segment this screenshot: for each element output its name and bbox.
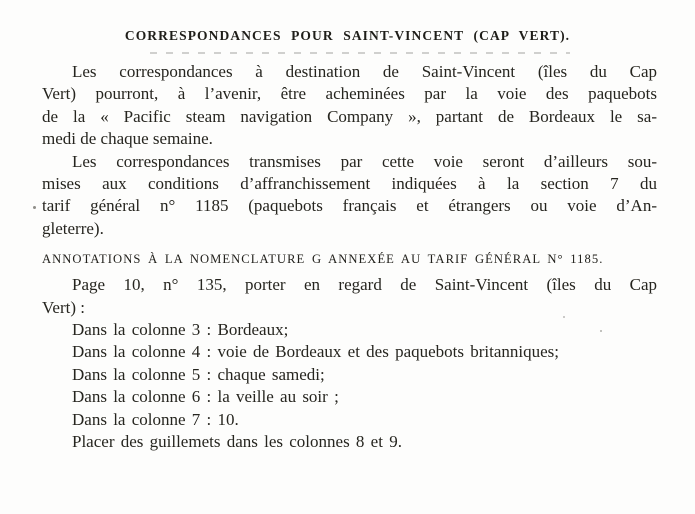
list-item: Placer des guillemets dans les colonnes 8 et 9. [72, 432, 402, 452]
annotations-heading: ANNOTATIONS À LA NOMENCLATURE G ANNEXÉE AU TARIF GÉNÉRAL N° 1185. [42, 252, 604, 267]
text-line: Vert) pourront, à l’avenir, être acheminées par la voie des paquebots [42, 84, 657, 104]
scan-speck [600, 330, 602, 332]
list-item: Dans la colonne 4 : voie de Bordeaux et des paquebots britanniques; [72, 342, 560, 362]
list-item: Dans la colonne 6 : la veille au soir ; [72, 387, 339, 407]
text-line: de la « Pacific steam navigation Company », partant de Bordeaux le sa- [42, 106, 657, 126]
text-line: gleterre). [42, 218, 104, 238]
scan-bleed-artifact [150, 52, 570, 54]
text-line: Vert) : [42, 297, 85, 317]
document-title: CORRESPONDANCES POUR SAINT-VINCENT (CAP VERT). [124, 28, 571, 43]
list-item: Dans la colonne 3 : Bordeaux; [72, 320, 289, 340]
scan-speck [33, 206, 36, 209]
list-item: Dans la colonne 7 : 10. [72, 409, 239, 429]
text-line: medi de chaque semaine. [42, 129, 213, 149]
column-annotations-list [42, 319, 657, 453]
text-line: mises aux conditions d’affranchissement indiquées à la section 7 du [42, 174, 657, 194]
paragraph-page-reference [42, 274, 657, 319]
text-line: Page 10, n° 135, porter en regard de Saint-Vincent (îles du Cap [72, 275, 657, 295]
text-line: Les correspondances à destination de Saint-Vincent (îles du Cap [72, 62, 657, 81]
scan-speck [563, 316, 565, 318]
text-line: tarif général n° 1185 (paquebots français et étrangers ou voie d’An- [42, 196, 657, 216]
paragraph-shipping-route [42, 61, 657, 151]
text-line: Les correspondances transmises par cette voie seront d’ailleurs sou- [72, 151, 657, 171]
paragraph-conditions [42, 151, 657, 241]
list-item: Dans la colonne 5 : chaque samedi; [72, 364, 325, 384]
